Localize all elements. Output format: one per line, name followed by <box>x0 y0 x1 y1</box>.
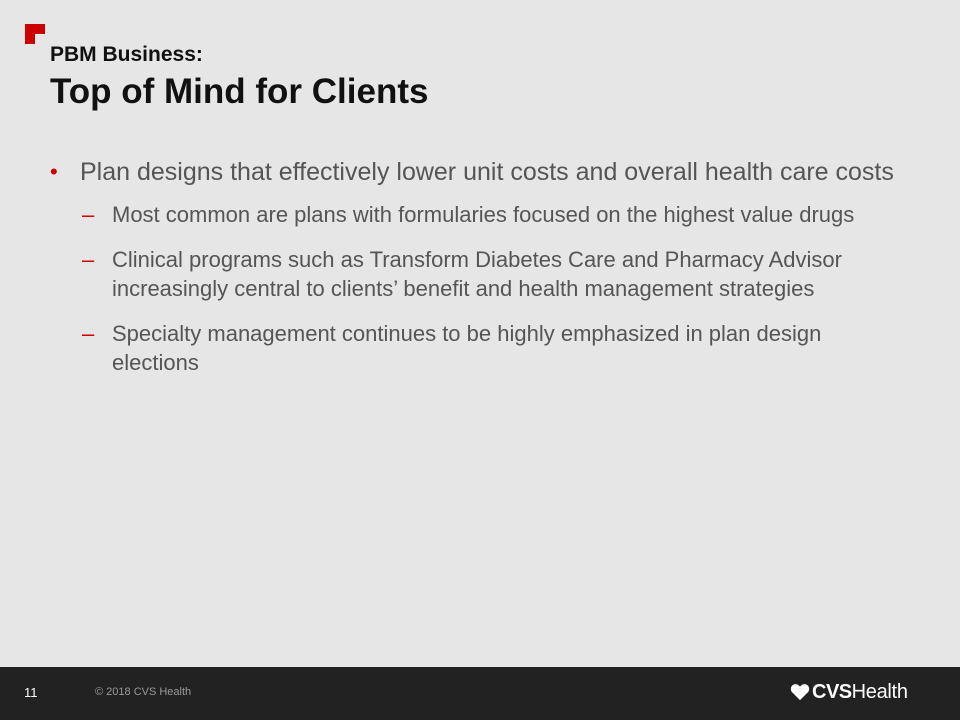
bullet-text: Plan designs that effectively lower unit costs and overall health care costs <box>80 158 894 186</box>
page-number: 11 <box>24 685 38 700</box>
slide-subtitle: PBM Business: <box>50 43 203 66</box>
corner-mark-icon <box>25 24 45 44</box>
slide-footer <box>0 667 960 720</box>
cvs-health-logo <box>790 679 908 705</box>
logo-suffix: Health <box>851 680 908 703</box>
copyright-text: © 2018 CVS Health <box>95 686 192 698</box>
sub-bullet-marker: – <box>82 202 95 227</box>
slide-title: Top of Mind for Clients <box>50 72 429 111</box>
bullet-item <box>50 156 900 188</box>
sub-bullet-list <box>80 200 900 377</box>
sub-bullet-marker: – <box>82 321 95 346</box>
bullet-marker: • <box>50 159 58 184</box>
logo-brand: CVS <box>812 680 852 703</box>
slide-content <box>50 156 900 393</box>
sub-bullet-text: Clinical programs such as Transform Diabetes Care and Pharmacy Advisor increasingly central to clients’ benefit and health management strategies <box>112 247 842 301</box>
sub-bullet-text: Specialty management continues to be highly emphasized in plan design elections <box>112 321 822 375</box>
sub-bullet-marker: – <box>82 247 95 272</box>
sub-bullet-item <box>80 319 900 377</box>
sub-bullet-item <box>80 200 900 229</box>
sub-bullet-text: Most common are plans with formularies focused on the highest value drugs <box>112 202 855 227</box>
slide-header <box>50 42 910 114</box>
sub-bullet-item <box>80 245 900 303</box>
heart-icon <box>790 683 810 701</box>
